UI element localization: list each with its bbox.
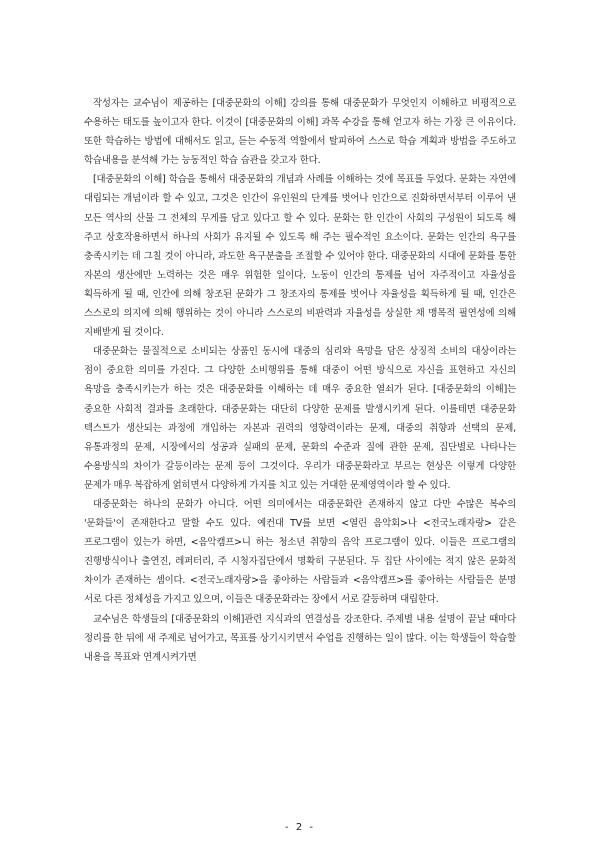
page-number: - 2 - bbox=[285, 822, 315, 833]
paragraph-consumption: 대중문화는 물질적으로 소비되는 상품인 동시에 대중의 심리와 욕망을 담은 상징적 소비의 대상이라는 점이 중요한 의미를 가진다. 그 다양한 소비행위를 통해 대중이 어떤 방식으로 자신을 표현하고 자신의 욕망을 충족시키는가 하는 것은 대중문화를 이해하는 데 매우 중요한 열쇠가 된다. [대중문화의 이해]는 중요한 사회적 결과를 초래한다. 대중문화는 대단히 다양한 문제를 발생시키게 된다. 이를테면 대중문화 텍스트가 생산되는 과정에 개입하는 자본과 권력의 영향력이라는 문제, 대중의 취향과 선택의 문제, 유통과정의 문제, 시장에서의 성공과 실패의 문제, 문화의 수준과 질에 관한 문제, 집단별로 나타나는 수용방식의 차이가 갈등이라는 문제 등이 그것이다. 우리가 대중문화라고 부르는 현상은 이렇게 다양한 문제가 매우 복잡하게 얽히면서 다양하게 가지를 치고 있는 거대한 문제영역이라 할 수 있다. bbox=[84, 346, 516, 491]
paragraph-goal: [대중문화의 이해] 학습을 통해서 대중문화의 개념과 사례를 이해하는 것에 목표를 두었다. 문화는 자연에 대립되는 개념이라 할 수 있고, 그것은 인간이 유인원의 단계를 벗어나 인간으로 진화하면서부터 이루어 낸 모든 역사의 산물 그 전체의 무게를 담고 있다고 할 수 있다. 문화는 한 인간이 사회의 구성원이 되도록 해 주고 상호작용하면서 하나의 사회가 유지될 수 있도록 해 주는 필수적인 요소이다. 문화는 인간의 욕구를 충족시키는 데 그칠 것이 아니라, 과도한 욕구분출을 조절할 수 있어야 한다. 대중문화의 시대에 문화를 통한 자본의 생산에만 노력하는 것은 매우 위험한 일이다. 노동이 인간의 통제를 넘어 자주적이고 자율성을 획득하게 될 때, 인간에 의해 창조된 문화가 그 창조자의 통제를 벗어나 자율성을 획득하게 될 때, 인간은 스스로의 의지에 의해 행위하는 것이 아니라 스스로의 비판력과 자율성을 상실한 채 맹목적 필연성에 의해 지배받게 될 것이다. bbox=[84, 174, 516, 339]
paragraph-purpose: 작성자는 교수님이 제공하는 [대중문화의 이해] 강의를 통해 대중문화가 무엇인지 이해하고 비평적으로 수용하는 태도를 높이고자 한다. 이것이 [대중문화의 이해] 과목 수강을 통해 얻고자 하는 가장 큰 이유이다. 또한 학습하는 방법에 대해서도 읽고, 듣는 수동적 역할에서 탈피하여 스스로 학습 계획과 방법을 주도하고 학습내용을 분석해 가는 능동적인 학습 습관을 갖고자 한다. bbox=[84, 98, 516, 167]
paragraph-plural-cultures: 대중문화는 하나의 문화가 아니다. 어떤 의미에서는 대중문화란 존재하지 않고 다만 수많은 복수의 '문화들'이 존재한다고 말할 수도 있다. 예컨대 TV를 보면 <열린 음악회>나 <전국노래자랑> 같은 프로그램이 있는가 하면, <음악캠프>니 하는 청소년 취향의 음악 프로그램이 있다. 이들은 프로그램의 진행방식이나 출연진, 레퍼터리, 주 시청자집단에서 명확히 구분된다. 두 집단 사이에는 적지 않은 문화적 차이가 존재하는 셈이다. <전국노래자랑>을 좋아하는 사람들과 <음악캠프>를 좋아하는 사람들은 분명 서로 다른 정체성을 가지고 있으며, 이들은 대중문화라는 장에서 서로 갈등하며 대립한다. bbox=[84, 498, 516, 606]
document-body bbox=[84, 94, 516, 667]
paragraph-teaching-method: 교수님은 학생들의 [대중문화의 이해]관련 지식과의 연결성을 강조한다. 주제별 내용 설명이 끝날 때마다 정리를 한 뒤에 새 주제로 넘어가고, 목표를 상기시키면서 수업을 진행하는 일이 많다. 이는 학생들이 학습할 내용을 목표와 연계시켜가면 bbox=[84, 613, 516, 663]
